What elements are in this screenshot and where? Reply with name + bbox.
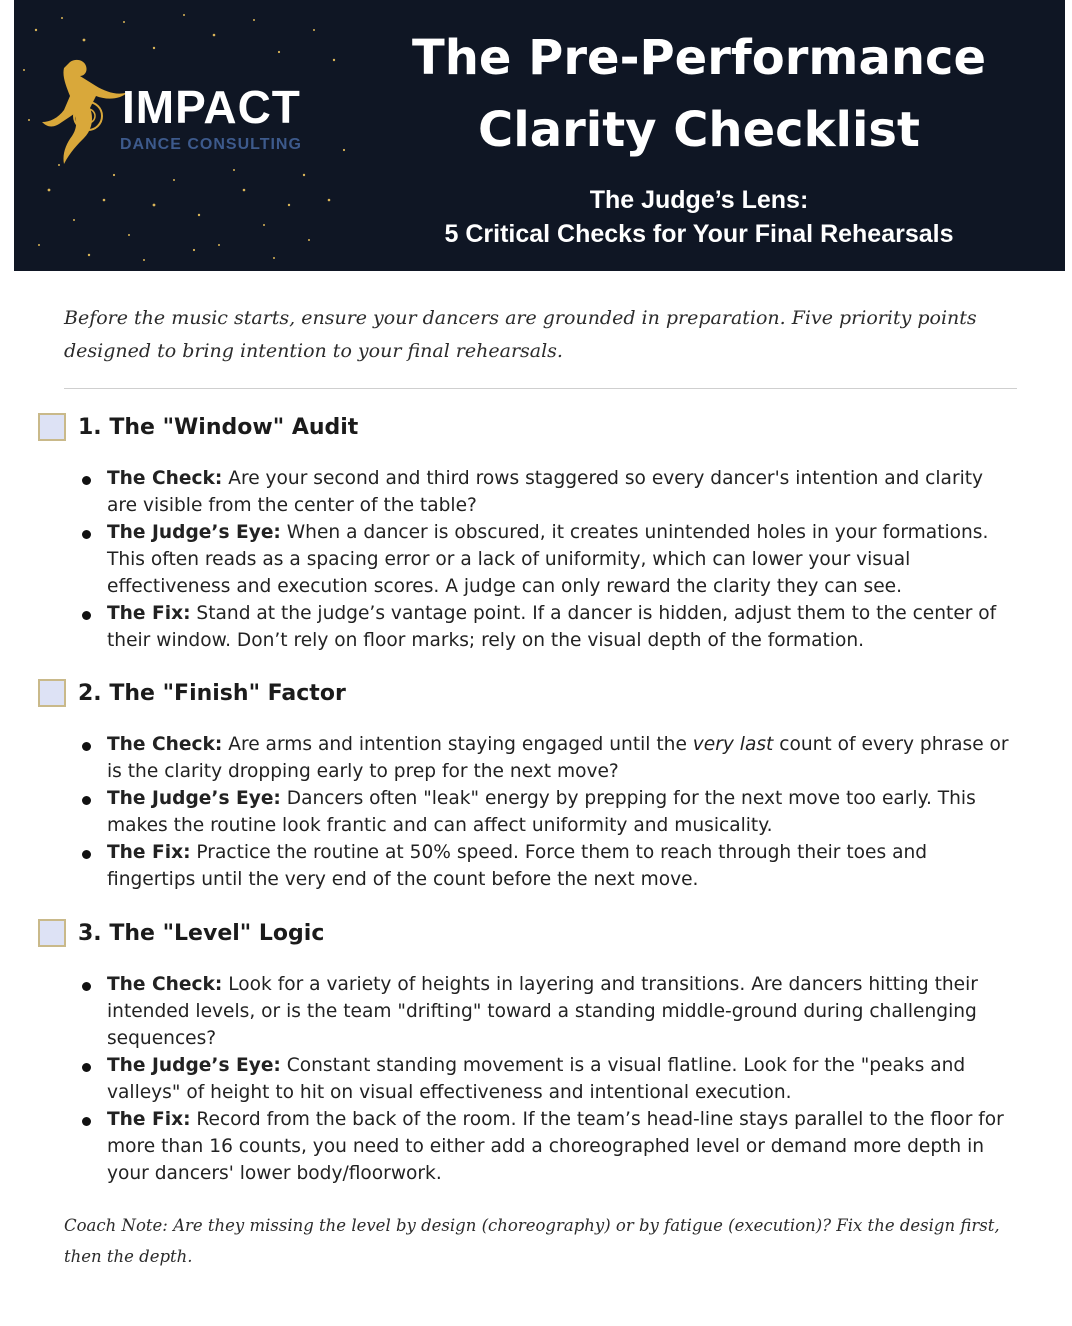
item-text: count of every phrase or is the clarity dropping early to prep for the next move?	[107, 734, 1009, 782]
header-banner	[14, 0, 1065, 271]
item-label: The Fix:	[107, 603, 191, 624]
item-label: The Judge’s Eye:	[107, 1055, 281, 1076]
item-label: The Judge’s Eye:	[107, 522, 281, 543]
section-3-title: 3. The "Level" Logic	[78, 920, 325, 946]
section-2-checkbox[interactable]	[38, 679, 66, 707]
item-text: Record from the back of the room. If the team’s head-line stays parallel to the floor for more than 16 counts, you need to either add a choreographed level or demand more depth in your dancers' lower body/floorwork.	[107, 1109, 1004, 1184]
item-text: Look for a variety of heights in layering and transitions. Are dancers hitting their intended levels, or is the team "drifting" toward a standing middle-ground during challenging sequences?	[107, 974, 978, 1049]
section-1-checkbox[interactable]	[38, 413, 66, 441]
item-text: Stand at the judge’s vantage point. If a dancer is hidden, adjust them to the center of their window. Don’t rely on floor marks; rely on the visual depth of the formation.	[107, 603, 997, 651]
section-1-header	[38, 410, 358, 444]
item-label: The Check:	[107, 974, 223, 995]
dancer-silhouette-icon	[40, 56, 130, 166]
divider	[64, 388, 1017, 389]
section-3-checkbox[interactable]	[38, 919, 66, 947]
page-title-line-2: Clarity Checklist	[478, 102, 920, 158]
page-title-line-1: The Pre-Performance	[411, 30, 987, 86]
item-label: The Check:	[107, 468, 223, 489]
section-1-list	[80, 465, 1010, 654]
item-text: Constant standing movement is a visual flatline. Look for the "peaks and valleys" of height to hit on visual effectiveness and intentional execution.	[107, 1055, 966, 1103]
item-text: Are arms and intention staying engaged until the	[222, 734, 693, 755]
list-item	[80, 1106, 1010, 1187]
item-label: The Judge’s Eye:	[107, 788, 281, 809]
item-label: The Fix:	[107, 1109, 191, 1130]
logo-title: IMPACT	[122, 81, 301, 133]
list-item	[80, 1052, 1010, 1106]
section-3-list	[80, 971, 1010, 1187]
item-label: The Fix:	[107, 842, 191, 863]
list-item	[80, 519, 1010, 600]
logo	[40, 56, 340, 176]
list-item	[80, 600, 1010, 654]
section-2-title: 2. The "Finish" Factor	[78, 680, 346, 706]
section-2-header	[38, 676, 346, 710]
intro-paragraph: Before the music starts, ensure your dancers are grounded in preparation. Five priority points designed to bring intention to your final rehearsals.	[64, 307, 977, 362]
list-item	[80, 785, 1010, 839]
coach-note: Coach Note: Are they missing the level by design (choreography) or by fatigue (execution)? Fix the design first, then the depth.	[64, 1216, 1000, 1266]
item-label: The Check:	[107, 734, 223, 755]
page-subtitle-line-1: The Judge’s Lens:	[589, 186, 809, 214]
item-text: When a dancer is obscured, it creates unintended holes in your formations. This often reads as a spacing error or a lack of uniformity, which can lower your visual effectiveness and execution scores. A judge can only reward the clarity they can see.	[107, 522, 989, 597]
item-text: Are your second and third rows staggered so every dancer's intention and clarity are visible from the center of the table?	[107, 468, 984, 516]
logo-subtitle: DANCE CONSULTING	[120, 136, 302, 153]
list-item	[80, 731, 1010, 785]
section-1-title: 1. The "Window" Audit	[78, 414, 359, 440]
list-item	[80, 971, 1010, 1052]
section-2-list	[80, 731, 1010, 893]
list-item	[80, 839, 1010, 893]
item-text: Dancers often "leak" energy by prepping for the next move too early. This makes the routine look frantic and can affect uniformity and musicality.	[107, 788, 976, 836]
list-item	[80, 465, 1010, 519]
page-subtitle-line-2: 5 Critical Checks for Your Final Rehearsals	[444, 220, 954, 248]
item-emphasis: very last	[692, 734, 774, 755]
section-3-header	[38, 916, 324, 950]
item-text: Practice the routine at 50% speed. Force them to reach through their toes and fingertips until the very end of the count before the next move.	[107, 842, 928, 890]
